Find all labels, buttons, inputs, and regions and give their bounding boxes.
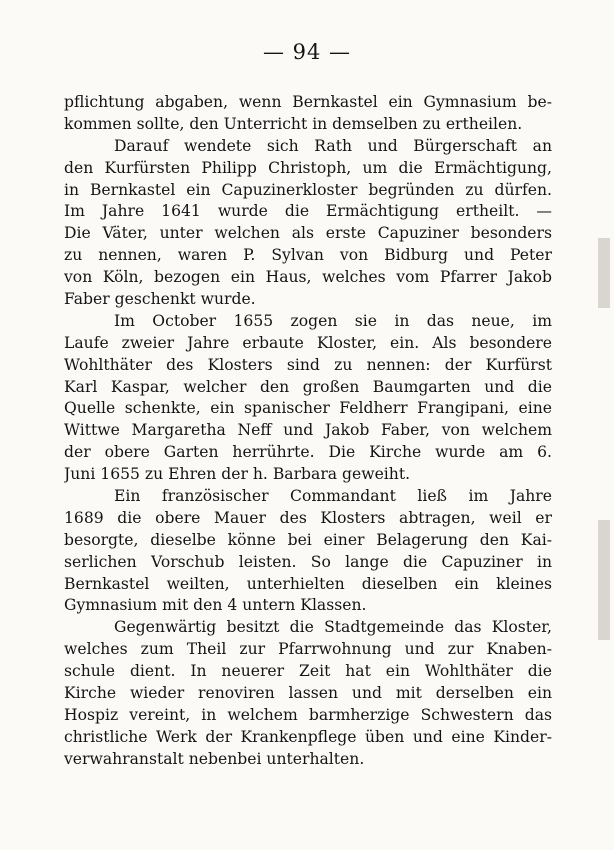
text-line: christliche Werk der Krankenpflege üben und eine Kinder-: [64, 727, 552, 746]
text-line: Bernkastel weilten, unterhielten dieselben ein kleines: [64, 574, 552, 593]
scan-edge-mark: [598, 520, 610, 640]
text-line: Faber geschenkt wurde.: [64, 290, 256, 309]
text-line: Darauf wendete sich Rath und Bürgerschaft an: [114, 136, 552, 155]
text-line: Im Jahre 1641 wurde die Ermächtigung ertheilt. —: [64, 202, 552, 221]
page-number: — 94 —: [262, 40, 352, 64]
text-line: serlichen Vorschub leisten. So lange die Capuziner in: [64, 552, 552, 571]
text-line: Laufe zweier Jahre erbaute Kloster, ein. Als besondere: [64, 333, 552, 352]
body-text: [64, 92, 552, 771]
text-line: Gegenwärtig besitzt die Stadtgemeinde das Kloster,: [114, 618, 552, 637]
text-line: Quelle schenkte, ein spanischer Feldherr Frangipani, eine: [64, 399, 552, 418]
text-line: verwahranstalt nebenbei unterhalten.: [64, 749, 365, 768]
text-line: Wohlthäter des Klosters sind zu nennen: der Kurfürst: [64, 355, 552, 374]
text-line: welches zum Theil zur Pfarrwohnung und zur Knaben-: [64, 640, 552, 659]
text-line: Kirche wieder renoviren lassen und mit derselben ein: [64, 684, 552, 703]
text-line: von Köln, bezogen ein Haus, welches vom Pfarrer Jakob: [64, 268, 552, 287]
text-line: Karl Kaspar, welcher den großen Baumgarten und die: [64, 377, 552, 396]
text-line: Wittwe Margaretha Neff und Jakob Faber, von welchem: [64, 421, 552, 440]
text-line: schule dient. In neuerer Zeit hat ein Wohlthäter die: [64, 662, 552, 681]
scan-edge-mark: [598, 238, 610, 308]
text-line: pflichtung abgaben, wenn Bernkastel ein Gymnasium be-: [64, 93, 552, 111]
text-line: in Bernkastel ein Capuzinerkloster begründen zu dürfen.: [64, 180, 552, 199]
text-line: Die Väter, unter welchen als erste Capuziner besonders: [64, 224, 552, 243]
text-line: Juni 1655 zu Ehren der h. Barbara geweiht.: [64, 465, 411, 484]
text-line: 1689 die obere Mauer des Klosters abtragen, weil er: [64, 508, 552, 527]
text-line: zu nennen, waren P. Sylvan von Bidburg und Peter: [64, 246, 552, 265]
text-line: den Kurfürsten Philipp Christoph, um die Ermächtigung,: [64, 158, 552, 177]
text-line: Hospiz vereint, in welchem barmherzige Schwestern das: [64, 705, 552, 724]
text-line: Im October 1655 zogen sie in das neue, im: [114, 311, 552, 330]
text-line: Ein französischer Commandant ließ im Jahre: [114, 487, 552, 506]
text-line: der obere Garten herrührte. Die Kirche wurde am 6.: [64, 443, 552, 462]
text-line: besorgte, dieselbe könne bei einer Belagerung den Kai-: [64, 530, 552, 549]
text-line: kommen sollte, den Unterricht in demselben zu ertheilen.: [64, 114, 523, 133]
text-line: Gymnasium mit den 4 untern Klassen.: [64, 596, 367, 615]
